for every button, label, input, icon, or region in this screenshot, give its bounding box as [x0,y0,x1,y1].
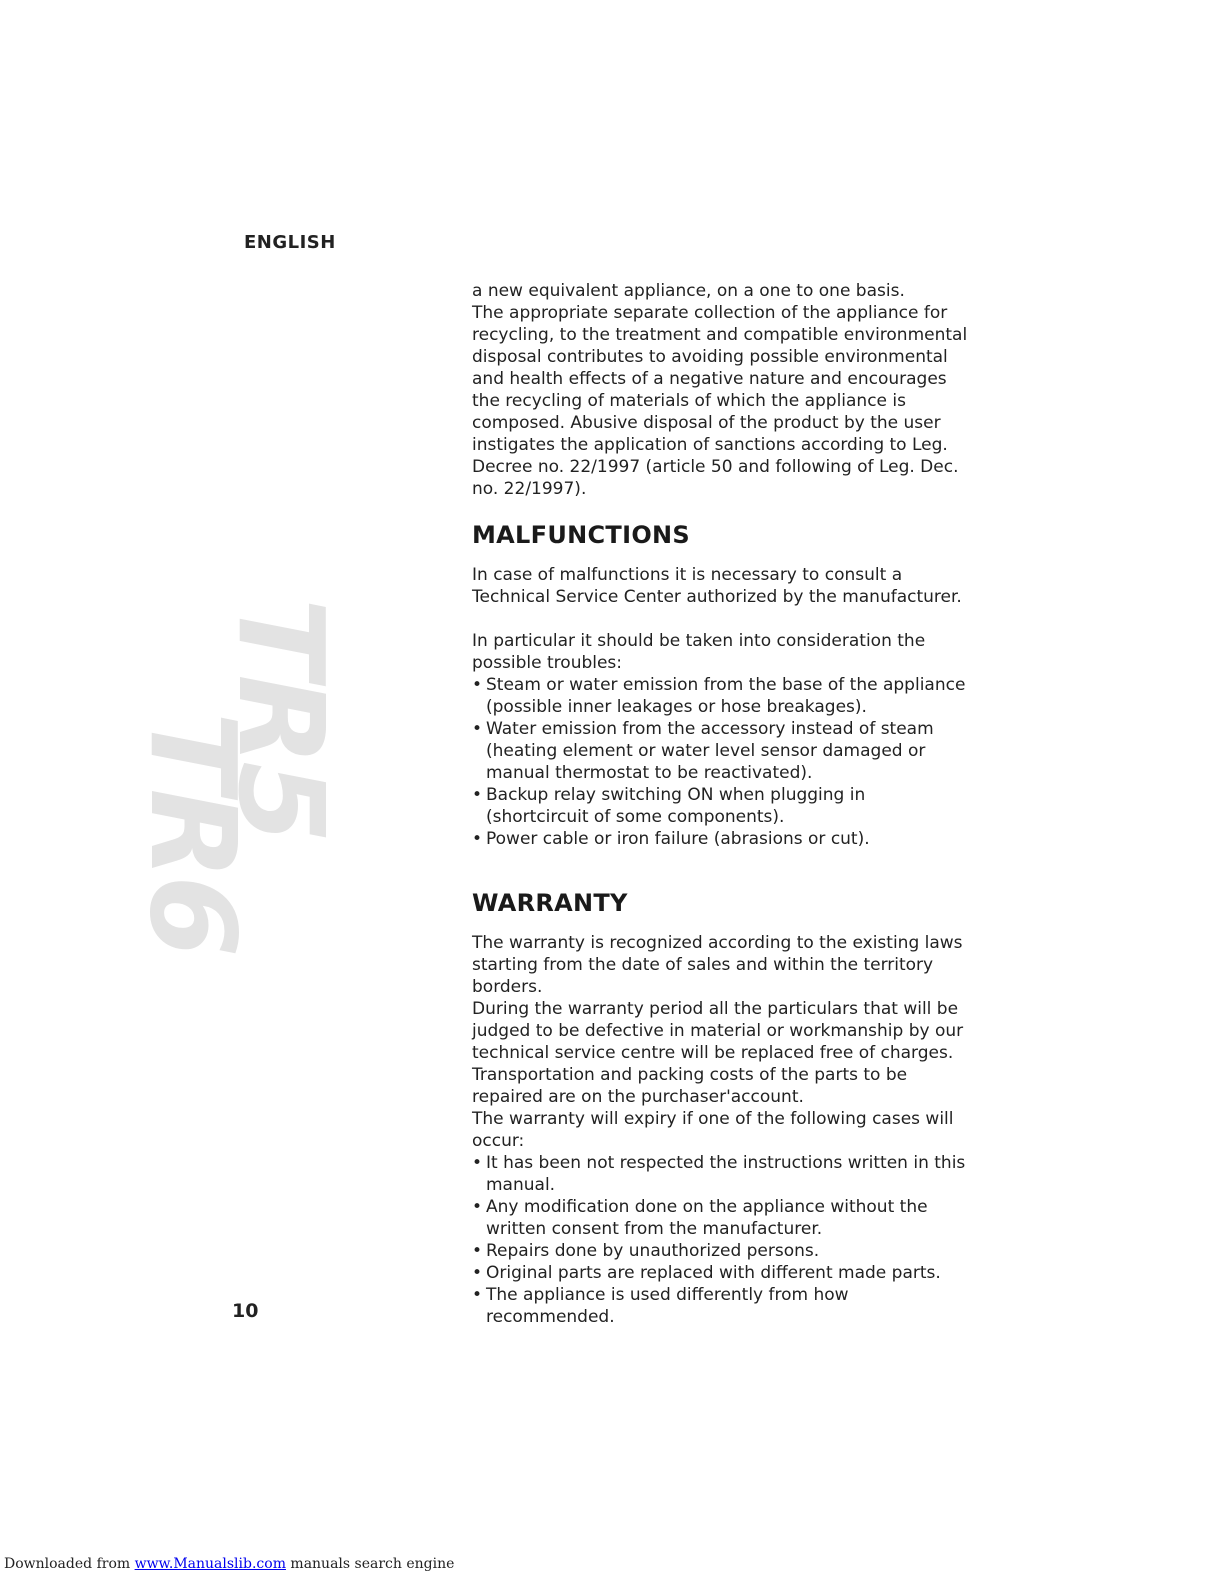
list-item: • Any modification done on the appliance without the written consent from the manufacturer. [472,1196,982,1240]
warranty-title: WARRANTY [472,889,628,917]
malfunctions-title: MALFUNCTIONS [472,521,691,549]
malfunctions-list [472,674,982,850]
list-item: • Steam or water emission from the base of the appliance (possible inner leakages or hose breakages). [472,674,982,718]
warranty-paragraph: The warranty is recognized according to the existing laws starting from the date of sales and within the territory borders. During the warranty period all the particulars that will be judged to be defective in material or workmanship by our technical service centre will be replaced free of charges. Transportation and packing costs of the parts to be repaired are on the purchaser'account. The warranty will expiry if one of the following cases will occur: [472,933,964,1151]
list-item: • Backup relay switching ON when plugging in (shortcircuit of some components). [472,784,982,828]
malfunctions-paragraph-1: In case of malfunctions it is necessary to consult a Technical Service Center authorized by the manufacturer. [472,565,962,607]
list-item: • Power cable or iron failure (abrasions or cut). [472,828,982,850]
footer-suffix: manuals search engine [285,1556,455,1572]
footer-prefix: Downloaded from [4,1556,135,1572]
footer [4,1556,454,1572]
list-item: • Repairs done by unauthorized persons. [472,1240,982,1262]
language-label: ENGLISH [244,232,336,253]
intro-paragraph: a new equivalent appliance, on a one to one basis. The appropriate separate collection of the appliance for recycling, to the treatment and compatible environmental disposal contributes to avoiding possible environmental and health effects of a negative nature and encourages the recycling of materials of which the appliance is composed. Abusive disposal of the product by the user instigates the application of sanctions according to Leg. Decree no. 22/1997 (article 50 and following of Leg. Dec. no. 22/1997). [472,281,968,499]
watermark-tr5: TR5 [212,598,350,840]
list-item: • The appliance is used differently from how recommended. [472,1284,982,1328]
malfunctions-paragraph-2: In particular it should be taken into consideration the possible troubles: [472,631,926,673]
page-number: 10 [232,1300,259,1322]
list-item: • Original parts are replaced with different made parts. [472,1262,982,1284]
warranty-list [472,1152,982,1328]
list-item: • It has been not respected the instructions written in this manual. [472,1152,982,1196]
manualslib-link[interactable]: www.Manualslib.com [134,1556,286,1572]
watermark-tr6: TR6 [124,712,262,954]
list-item: • Water emission from the accessory instead of steam (heating element or water level sensor damaged or manual thermostat to be reactivated). [472,718,982,784]
main-content [472,280,982,1328]
